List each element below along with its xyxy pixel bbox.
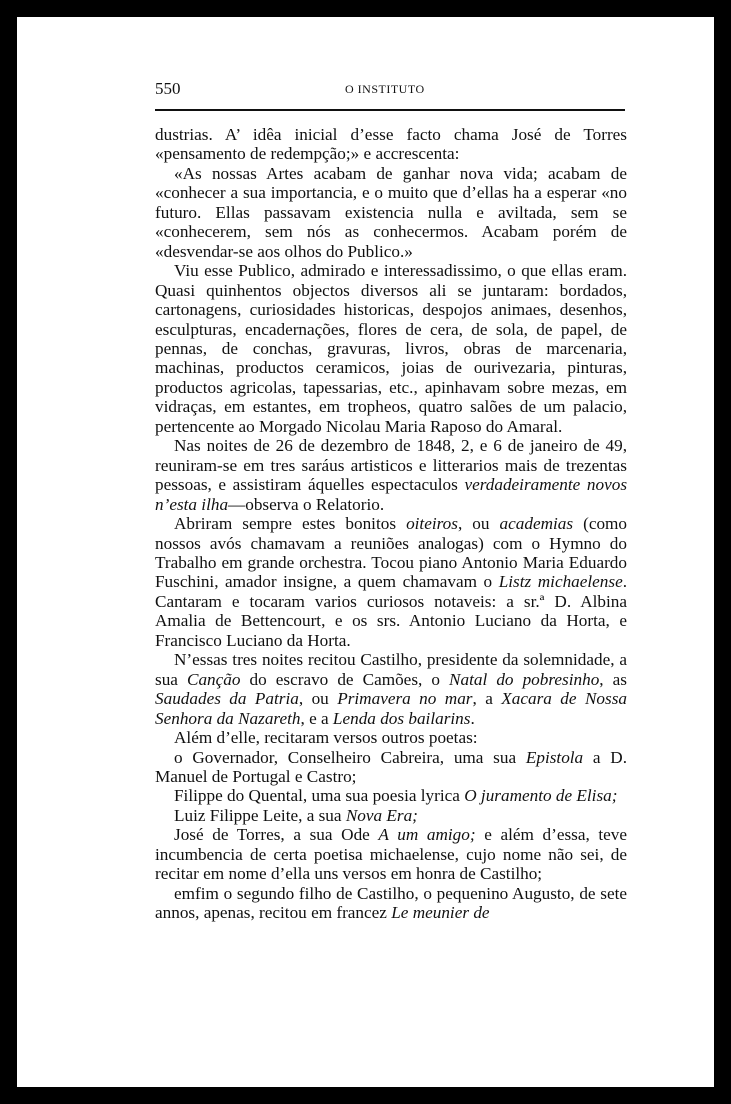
page-header (155, 79, 625, 101)
list-item: o Governador, Conselheiro Cabreira, uma sua Epistola a D. Manuel de Portugal e Castro; (155, 747, 628, 786)
paragraph-quote: «As nossas Artes acabam de ganhar nova vida; acabam de «conhecer a sua importancia, e o muito que d’ellas ha a esperar «no futuro. Ellas passavam existencia nulla e aviltada, sem se «conhecerem, sem nós as conhecermos. Acabam porém de «desvendar-se aos olhos do Publico.» (155, 163, 627, 261)
list-item: Filippe do Quental, uma sua poesia lyrica O juramento de Elisa; (174, 786, 618, 806)
paragraph: Nas noites de 26 de dezembro de 1848, 2, e 6 de janeiro de 49, reuniram-se em tres saráus artisticos e litterarios mais de trezentas pessoas, e assistiram áquelles espectaculos verdadeiramente novos n’esta ilha—observa o Relatorio. (155, 436, 628, 514)
paragraph: dustrias. A’ idêa inicial d’esse facto chama José de Torres «pensamento de redempção;» e accrescenta: (155, 125, 627, 164)
paragraph: Viu esse Publico, admirado e interessadissimo, o que ellas eram. Quasi quinhentos objectos diversos ali se juntaram: bordados, cartonagens, curiosidades historicas, despojos animaes, desenhos, esculpturas, encadernações, flores de cera, de sola, de papel, de pennas, de conchas, gravuras, livros, obras de marcenaria, machinas, productos ceramicos, joias de ourivezaria, pinturas, productos agricolas, tapessarias, etc., apinhavam sobre mezas, em vidraças, em estantes, em trophеos, quatro salões de um palacio, pertencente ao Morgado Nicolau Maria Raposo do Amaral. (155, 261, 627, 436)
document-page (17, 17, 714, 1087)
paragraph: N’essas tres noites recitou Castilho, presidente da solemnidade, a sua Canção do escravo de Camões, o Natal do pobresinho, as Saudades da Patria, ou Primavera no mar, a Xacara de Nossa Senhora da Nazareth, e a Lenda dos bailarins. (155, 650, 627, 728)
running-title: O INSTITUTO (345, 82, 425, 96)
list-item: Luiz Filippe Leite, a sua Nova Era; (174, 805, 418, 825)
list-item: José de Torres, a sua Ode A um amigo; e além d’essa, teve incumbencia de certa poetisa michaelense, cujo nome não sei, de recitar em nome d’ella uns versos em honra de Castilho; (155, 825, 628, 884)
list-item: emfim o segundo filho de Castilho, o pequenino Augusto, de sete annos, apenas, recitou em francez Le meunier de (155, 883, 627, 923)
header-rule (155, 109, 625, 111)
page-number: 550 (155, 79, 181, 98)
body-text (155, 125, 627, 923)
paragraph: Abriram sempre estes bonitos oiteiros, ou academias (como nossos avós chamavam a reuniões analogas) com o Hymno do Trabalho em grande orchestra. Tocou piano Antonio Maria Eduardo Fuschini, amador insigne, a quem chamavam o Listz michaelense. Cantaram e tocaram varios curiosos notaveis: a sr.ª D. Albina Amalia de Bettencourt, e os srs. Antonio Luciano da Horta, e Francisco Luciano da Horta. (155, 514, 628, 650)
paragraph: Além d’elle, recitaram versos outros poetas: (174, 728, 478, 748)
